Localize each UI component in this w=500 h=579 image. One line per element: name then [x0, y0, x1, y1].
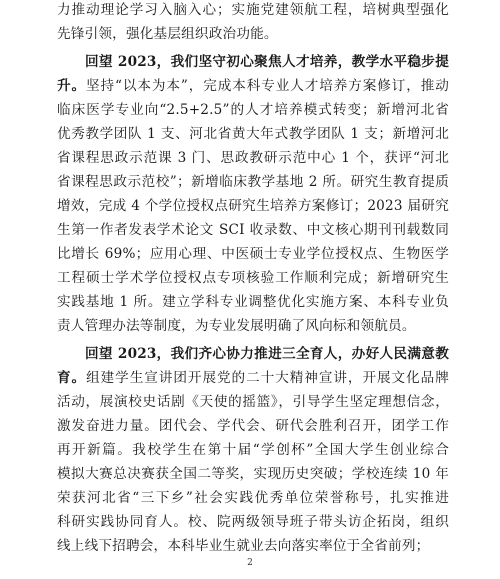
paragraph-heading: 回望 2023，我们坚守初心聚焦人才培养，教学水平稳步提: [85, 54, 449, 70]
paragraph-heading-end: 育。: [57, 370, 87, 386]
paragraph-heading-end: 升。: [57, 78, 86, 94]
text-line: 生第一作者发表学术论文 SCI 收录数、中文核心期刊刊载数同: [57, 222, 449, 238]
text-line: 线上线下招聘会，本科毕业生就业去向落实率位于全省前列；: [57, 538, 430, 554]
text-line: 工程硕士学术学位授权点专项核验工作顺利完成；新增研究生: [57, 270, 449, 286]
text-line: 激发奋进力量。团代会、学代会、研代会胜利召开，团学工作: [57, 418, 449, 434]
text-line: 临床医学专业向“2.5+2.5”的人才培养模式转变；新增河北省: [57, 102, 449, 118]
paragraph-heading: 回望 2023，我们齐心协力推进三全育人，办好人民满意教: [85, 346, 449, 362]
text-line: 增效，完成 4 个学位授权点研究生培养方案修订；2023 届研究: [57, 198, 449, 214]
page-number: 2: [247, 558, 253, 568]
text-span: 坚持“以本为本”，完成本科专业人才培养方案修订，推动: [86, 78, 449, 94]
text-line: 模拟大赛总决赛获全国二等奖，实现历史突破；学校连续 10 年: [57, 466, 449, 482]
text-line: 实践基地 1 所。建立学科专业调整优化实施方案、本科专业负: [57, 294, 449, 310]
text-line: 活动，展演校史话剧《天使的摇篮》，引导学生坚定理想信念，: [57, 394, 449, 410]
text-line: 科研实践协同育人。校、院两级领导班子带头访企拓岗，组织: [57, 514, 449, 530]
text-line: 荣获河北省“三下乡”社会实践优秀单位荣誉称号，扎实推进: [57, 490, 449, 506]
text-line: 先锋引领，强化基层组织政治功能。: [57, 26, 278, 42]
text-line: 再开新篇。我校学生在第十届“学创杯”全国大学生创业综合: [57, 442, 449, 458]
text-line: 优秀教学团队 1 支、河北省黄大年式教学团队 1 支；新增河北: [57, 126, 449, 142]
text-span: 组建学生宣讲团开展党的二十大精神宣讲，开展文化品牌: [86, 370, 449, 386]
text-line: 力推动理论学习入脑入心；实施党建领航工程，培树典型强化: [57, 2, 449, 18]
text-line: 省课程思政示范课 3 门、思政教研示范中心 1 个，获评“河北: [57, 150, 449, 166]
text-line: [57, 369, 449, 387]
text-line: 责人管理办法等制度，为专业发展明确了风向标和领航员。: [57, 318, 416, 334]
text-line: 比增长 69%；应用心理、中医硕士专业学位授权点、生物医学: [57, 246, 449, 262]
text-line: 省课程思政示范校”；新增临床教学基地 2 所。研究生教育提质: [57, 174, 449, 190]
text-line: [57, 77, 449, 95]
